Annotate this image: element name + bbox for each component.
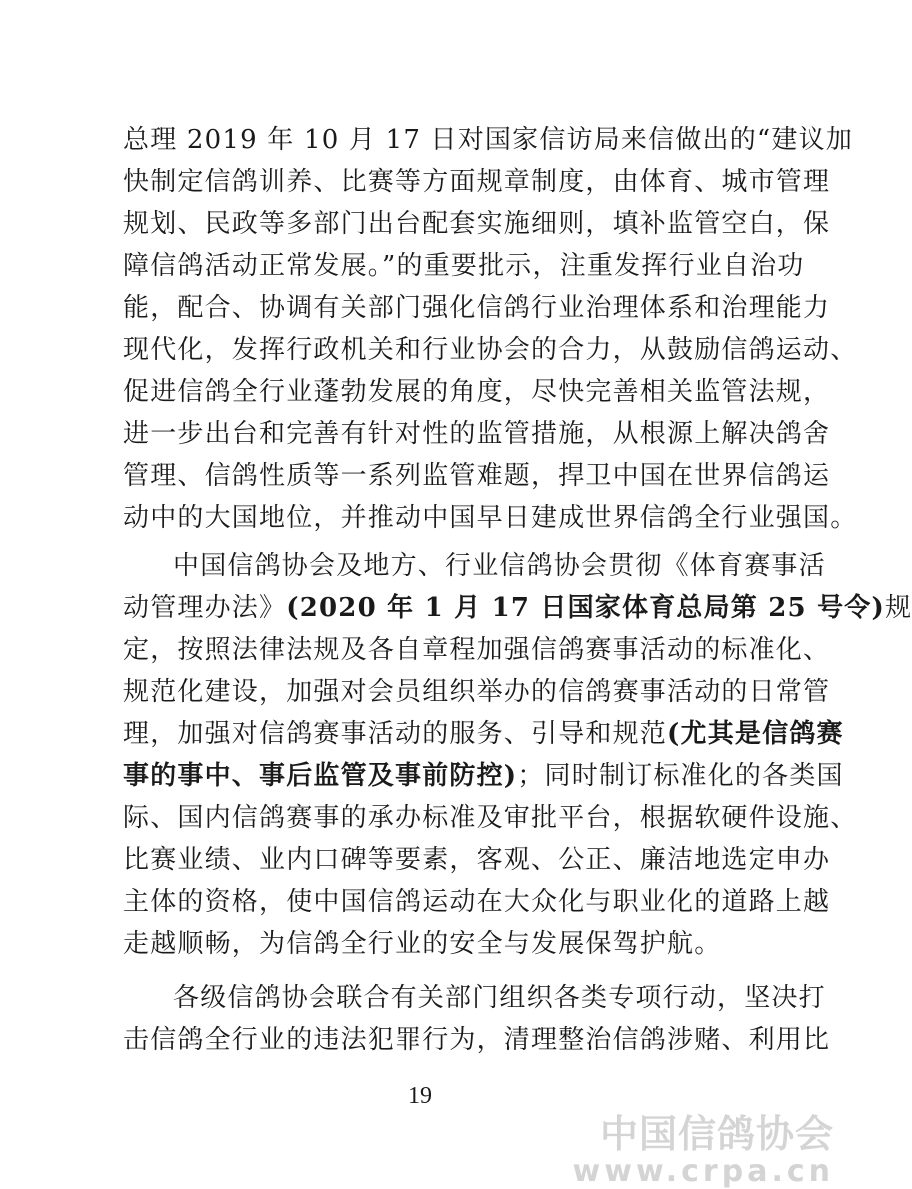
p2-line-2-post: 规 [885,593,912,623]
p2-line-5-bold: (尤其是信鸽赛 [667,719,844,749]
p1-line-7: 促进信鸽全行业蓬勃发展的角度，尽快完善相关监管法规， [123,377,831,407]
p3-line-1: 各级信鸽协会联合有关部门组织各类专项行动，坚决打 [173,983,826,1013]
p2-line-5-pre: 理，加强对信鸽赛事活动的服务、引导和规范 [123,719,668,749]
watermark-title: 中国信鸽协会 [599,1112,834,1156]
p1-line-4: 障信鸽活动正常发展。”的重要批示，注重发挥行业自治功 [123,251,805,281]
p1-line-8: 进一步出台和完善有针对性的监管措施，从根源上解决鸽舍 [123,419,831,449]
p1-line-5: 能，配合、协调有关部门强化信鸽行业治理体系和治理能力 [123,293,831,323]
p1-line-3: 规划、民政等多部门出台配套实施细则，填补监管空白，保 [123,209,831,239]
p2-line-6-post: ；同时制订标准化的各类国 [517,761,844,791]
p1-line-1: 总理 2019 年 10 月 17 日对国家信访局来信做出的“建议加 [123,125,854,155]
p2-line-10: 走越顺畅，为信鸽全行业的安全与发展保驾护航。 [123,929,722,959]
p1-line-6: 现代化，发挥行政机关和行业协会的合力，从鼓励信鸽运动、 [123,335,858,365]
p2-line-2 [123,588,912,628]
p2-line-1: 中国信鸽协会及地方、行业信鸽协会贯彻《体育赛事活 [173,551,826,581]
p1-line-10: 动中的大国地位，并推动中国早日建成世界信鸽全行业强国。 [123,503,858,533]
page-number: 19 [408,1083,432,1109]
p2-line-9: 主体的资格，使中国信鸽运动在大众化与职业化的道路上越 [123,887,831,917]
p2-line-6-bold: 事的事中、事后监管及事前防控) [123,761,518,791]
watermark-url: www.crpa.cn [572,1154,834,1189]
p2-line-7: 际、国内信鸽赛事的承办标准及审批平台，根据软硬件设施、 [123,803,858,833]
p2-line-4: 规范化建设，加强对会员组织举办的信鸽赛事活动的日常管 [123,677,831,707]
p2-line-3: 定，按照法律法规及各自章程加强信鸽赛事活动的标准化、 [123,635,831,665]
p2-line-5 [123,714,844,754]
p2-line-8: 比赛业绩、业内口碑等要素，客观、公正、廉洁地选定申办 [123,845,831,875]
p1-line-2: 快制定信鸽训养、比赛等方面规章制度，由体育、城市管理 [123,167,831,197]
p3-line-2: 击信鸽全行业的违法犯罪行为，清理整治信鸽涉赌、利用比 [123,1025,831,1055]
p2-line-6 [123,756,844,796]
p2-line-2-bold: (2020 年 1 月 17 日国家体育总局第 25 号令) [286,593,885,623]
p1-line-9: 管理、信鸽性质等一系列监管难题，捍卫中国在世界信鸽运 [123,461,831,491]
watermark [573,1112,834,1188]
p2-line-2-pre: 动管理办法》 [123,593,287,623]
